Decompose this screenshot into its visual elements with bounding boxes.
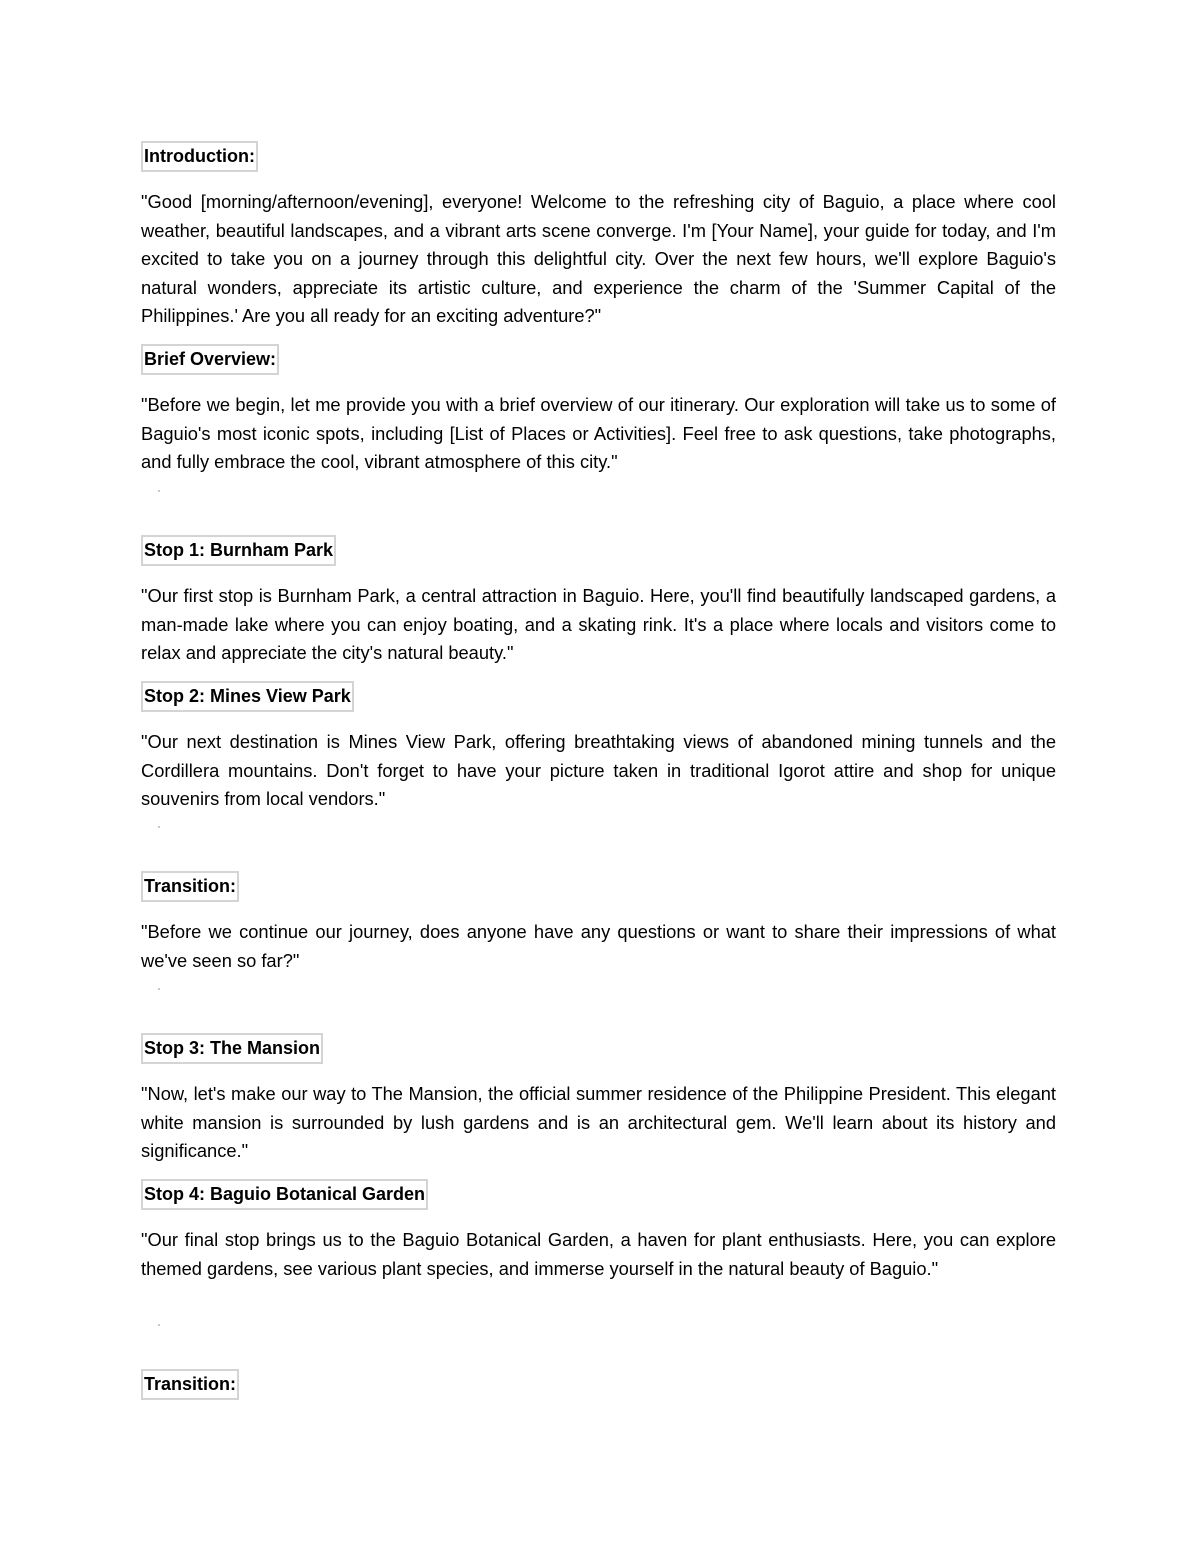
section-heading: Transition: [141, 1369, 239, 1400]
section-body: "Before we continue our journey, does anyone have any questions or want to share their impressions of what we've seen so far?" [141, 921, 1056, 971]
section-stop-1 [141, 535, 1056, 668]
section-introduction [141, 141, 1056, 331]
section-body: "Now, let's make our way to The Mansion, the official summer residence of the Philippine President. This elegant white mansion is surrounded by lush gardens and is an architectural gem. We'll learn about its history and significance." [141, 1083, 1056, 1162]
empty-paragraph-marker [158, 826, 160, 828]
section-stop-2 [141, 681, 1056, 814]
section-stop-3 [141, 1033, 1056, 1166]
empty-paragraph-marker [158, 988, 160, 990]
section-body: "Our final stop brings us to the Baguio Botanical Garden, a haven for plant enthusiasts. Here, you can explore themed gardens, see various plant species, and immerse yourself in the natural beauty of Baguio." [141, 1229, 1056, 1279]
section-heading: Stop 4: Baguio Botanical Garden [141, 1179, 428, 1210]
section-heading: Brief Overview: [141, 344, 279, 375]
section-heading: Stop 3: The Mansion [141, 1033, 323, 1064]
section-body: "Our next destination is Mines View Park, offering breathtaking views of abandoned mining tunnels and the Cordillera mountains. Don't forget to have your picture taken in traditional Igorot attire and shop for unique souvenirs from local vendors." [141, 731, 1056, 810]
empty-paragraph-marker [158, 490, 160, 492]
section-heading: Stop 2: Mines View Park [141, 681, 354, 712]
section-brief-overview [141, 344, 1056, 477]
section-transition [141, 871, 1056, 975]
section-heading: Stop 1: Burnham Park [141, 535, 336, 566]
section-heading: Transition: [141, 871, 239, 902]
section-transition-2 [141, 1369, 1056, 1400]
section-stop-4 [141, 1179, 1056, 1283]
section-heading: Introduction: [141, 141, 258, 172]
empty-paragraph-marker [158, 1324, 160, 1326]
section-body: "Our first stop is Burnham Park, a central attraction in Baguio. Here, you'll find beautifully landscaped gardens, a man-made lake where you can enjoy boating, and a skating rink. It's a place where locals and visitors come to relax and appreciate the city's natural beauty." [141, 585, 1056, 664]
section-body: "Before we begin, let me provide you with a brief overview of our itinerary. Our exploration will take us to some of Baguio's most iconic spots, including [List of Places or Activities]. Feel free to ask questions, take photographs, and fully embrace the cool, vibrant atmosphere of this city." [141, 394, 1056, 473]
section-body: "Good [morning/afternoon/evening], everyone! Welcome to the refreshing city of Baguio, a place where cool weather, beautiful landscapes, and a vibrant arts scene converge. I'm [Your Name], your guide for today, and I'm excited to take you on a journey through this delightful city. Over the next few hours, we'll explore Baguio's natural wonders, appreciate its artistic culture, and experience the charm of the 'Summer Capital of the Philippines.' Are you all ready for an exciting adventure?" [141, 191, 1056, 327]
